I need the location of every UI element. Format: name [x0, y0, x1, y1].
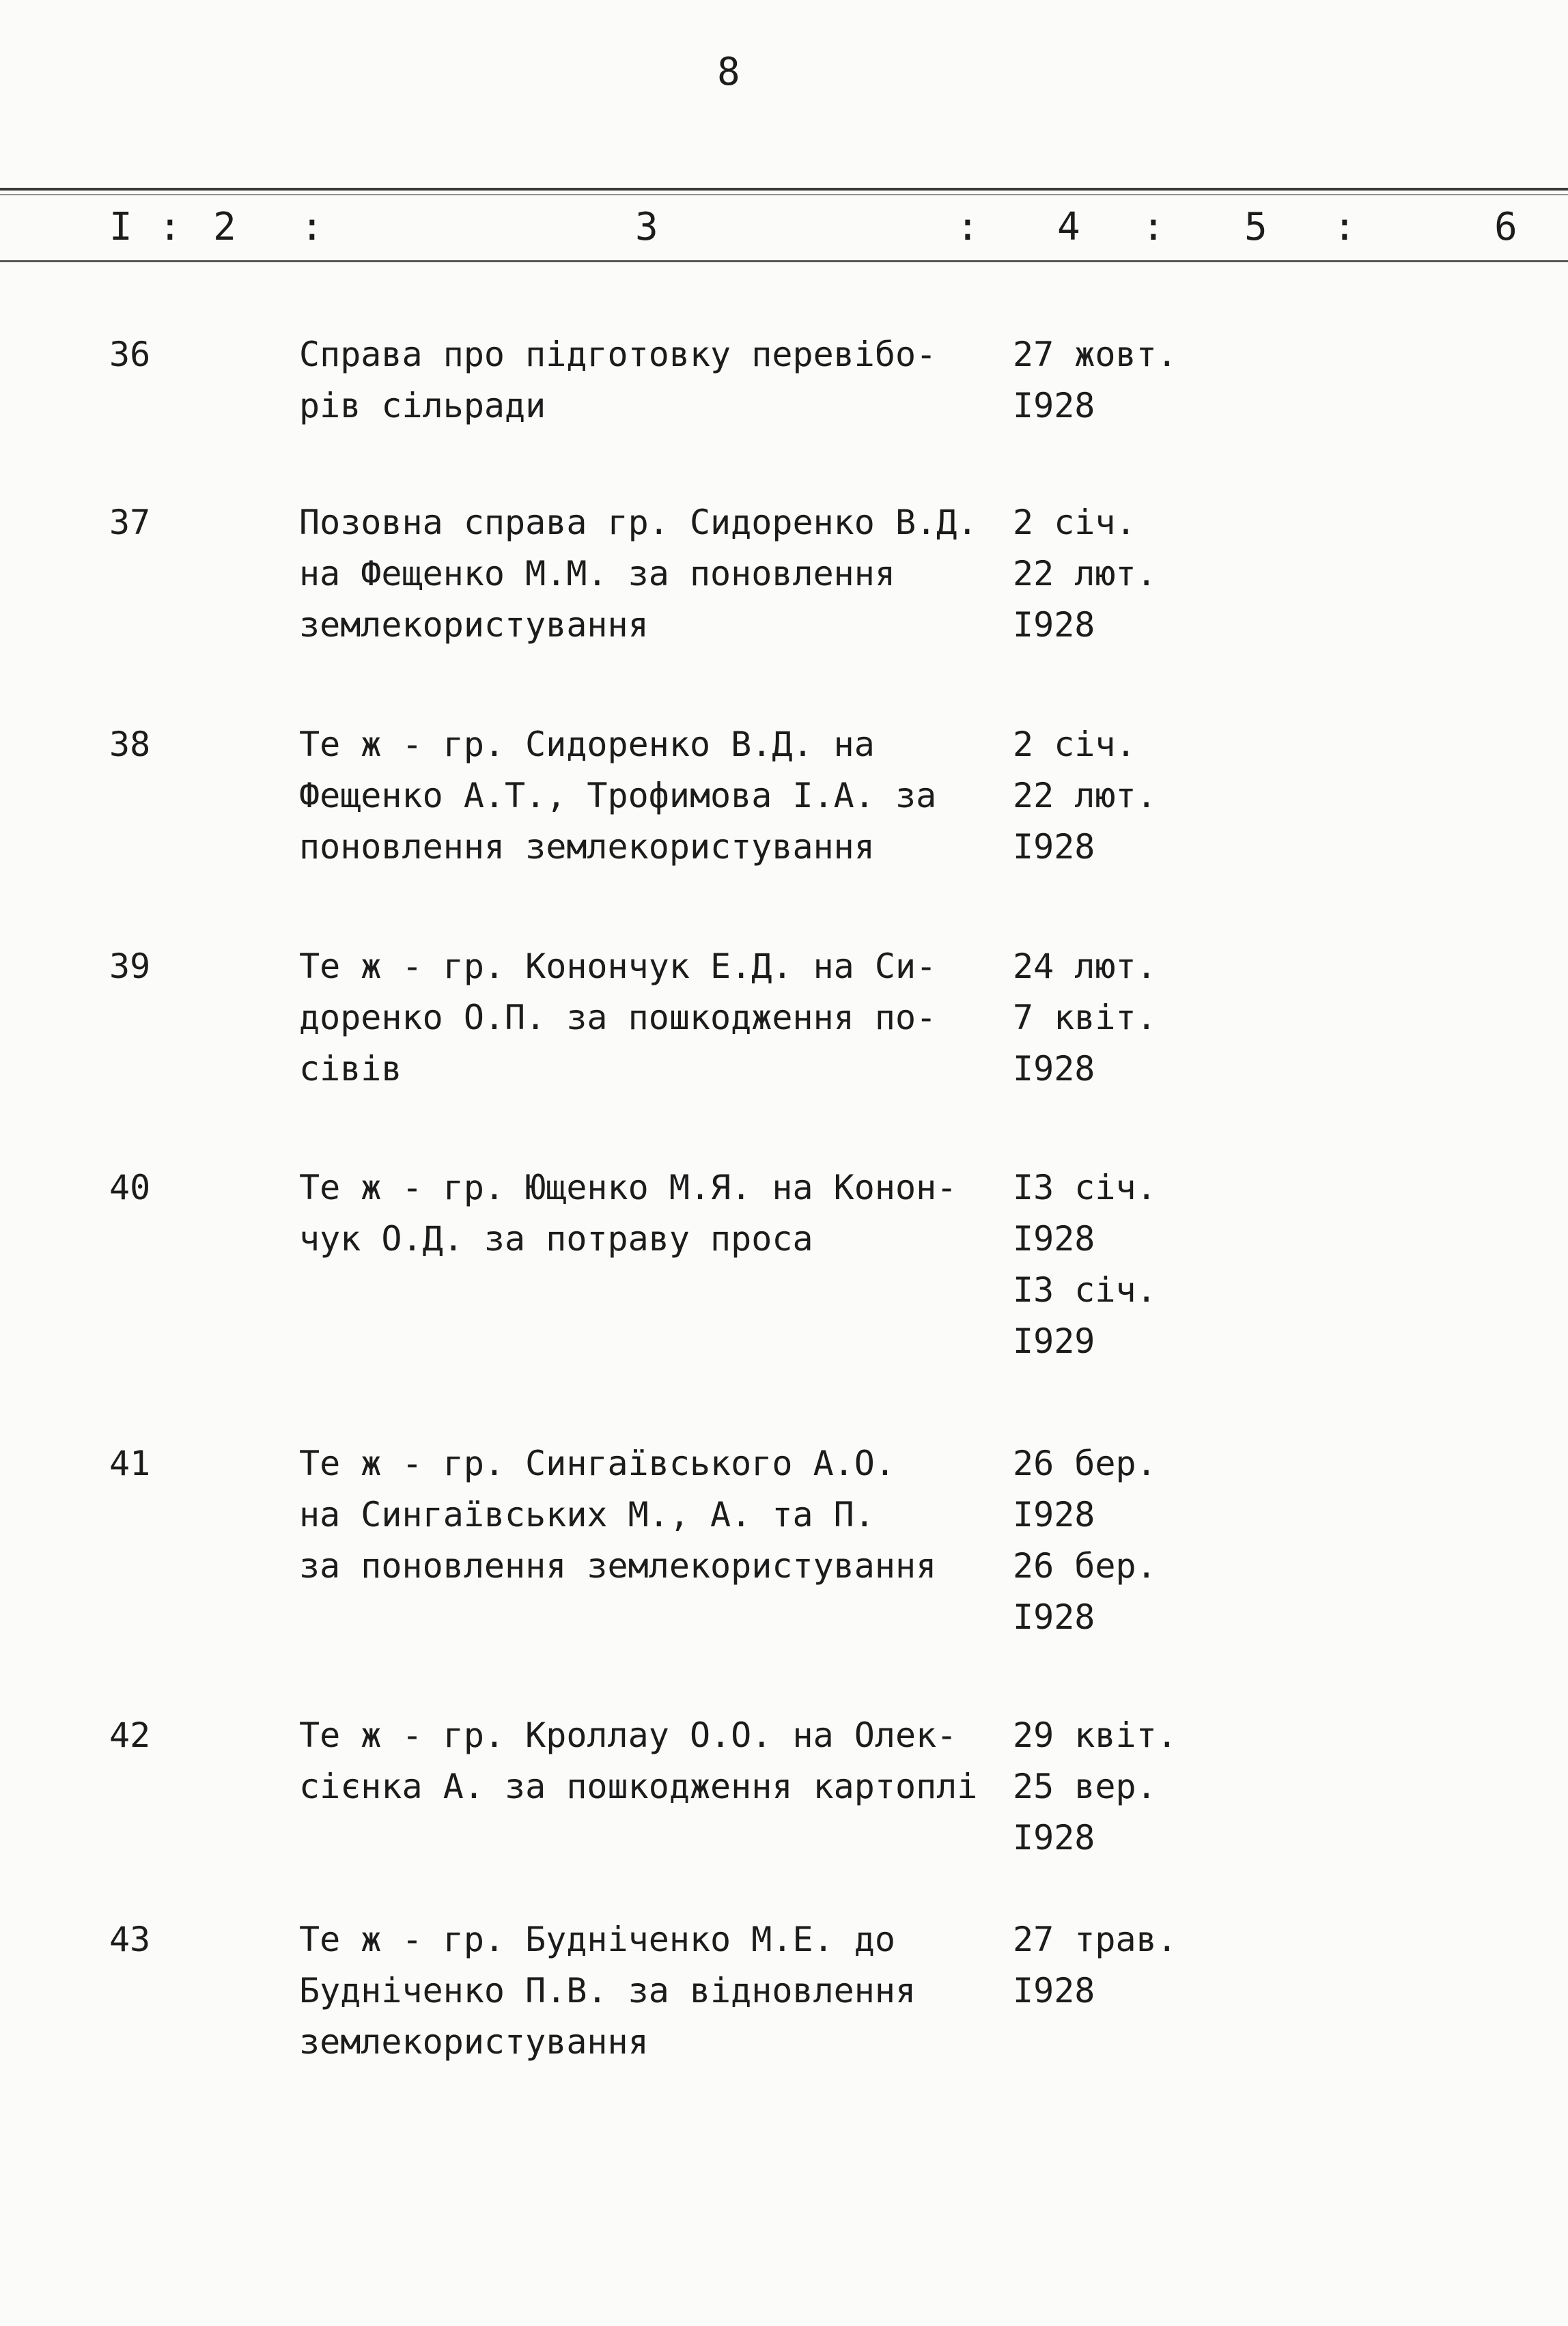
entry-date: I929 [1013, 1321, 1095, 1361]
entry-dates [1013, 1438, 1238, 1643]
header-col-1: I [109, 205, 132, 249]
entry-date: 24 лют. [1013, 947, 1157, 986]
entry-number: 38 [109, 725, 151, 764]
entry-date: I928 [1013, 827, 1095, 867]
header-separator: : [158, 205, 182, 249]
entry-date: I928 [1013, 386, 1095, 425]
entry-dates [1013, 1914, 1238, 2017]
header-col-5: 5 [1244, 205, 1268, 249]
entry-date: I928 [1013, 605, 1095, 645]
header-bottom-rule [0, 260, 1568, 262]
header-col-6: 6 [1494, 205, 1517, 249]
entry-dates [1013, 941, 1238, 1095]
entry-date: I928 [1013, 1495, 1095, 1535]
entry-date: 2 січ. [1013, 725, 1136, 764]
entry-date: 27 жовт. [1013, 335, 1177, 374]
entry-title: Те ж - гр. Будніченко М.Е. до Будніченко П.В. за відновлення землекористування [299, 1920, 916, 2062]
entry-date: I928 [1013, 1597, 1095, 1637]
entry-title: Те ж - гр. Конончук Е.Д. на Си- доренко О.П. за пошкодження по- сівів [299, 947, 937, 1089]
entry-title: Позовна справа гр. Сидоренко В.Д. на Фещенко М.М. за поновлення землекористування [299, 503, 978, 645]
entry-dates [1013, 329, 1238, 432]
header-separator: : [1333, 205, 1356, 249]
entry-date: I928 [1013, 1049, 1095, 1089]
entry-title: Справа про підготовку перевібо- рів сільради [299, 335, 937, 425]
header-col-4: 4 [1057, 205, 1080, 249]
entry-dates [1013, 1710, 1238, 1864]
entry-number: 40 [109, 1168, 151, 1207]
entry-title: Те ж - гр. Сидоренко В.Д. на Фещенко А.Т., Трофимова І.А. за поновлення землекористування [299, 725, 937, 867]
entry-date: 22 лют. [1013, 776, 1157, 815]
entry-date: I928 [1013, 1219, 1095, 1259]
header-separator: : [1142, 205, 1165, 249]
entry-date: I928 [1013, 1971, 1095, 2010]
entry-number: 43 [109, 1920, 151, 1959]
header-separator: : [956, 205, 979, 249]
entry-date: I3 січ. [1013, 1270, 1157, 1310]
entry-number: 39 [109, 947, 151, 986]
entry-date: I928 [1013, 1818, 1095, 1858]
entry-date: 26 бер. [1013, 1546, 1157, 1586]
entry-number: 37 [109, 503, 151, 542]
entry-date: 27 трав. [1013, 1920, 1177, 1959]
entry-title: Те ж - гр. Ющенко М.Я. на Конон- чук О.Д. за потраву проса [299, 1168, 957, 1259]
entry-title: Те ж - гр. Кроллау О.О. на Олек- сієнка А. за пошкодження картоплі [299, 1715, 978, 1806]
entry-date: 26 бер. [1013, 1444, 1157, 1483]
entry-dates [1013, 497, 1238, 651]
header-col-3: 3 [635, 205, 658, 249]
entry-date: 29 квіт. [1013, 1715, 1177, 1755]
header-col-2: 2 [213, 205, 236, 249]
entry-date: 2 січ. [1013, 503, 1136, 542]
header-top-rule [0, 188, 1568, 191]
entry-number: 42 [109, 1715, 151, 1755]
entry-dates [1013, 1162, 1238, 1367]
entry-date: I3 січ. [1013, 1168, 1157, 1207]
page-number: 8 [717, 50, 740, 94]
entry-date: 22 лют. [1013, 554, 1157, 593]
entry-date: 25 вер. [1013, 1767, 1157, 1806]
header-top-rule-secondary [0, 194, 1568, 195]
entry-number: 36 [109, 335, 151, 374]
entry-number: 41 [109, 1444, 151, 1483]
entry-dates [1013, 719, 1238, 873]
entry-date: 7 квіт. [1013, 998, 1157, 1037]
header-separator: : [300, 205, 324, 249]
entry-title: Те ж - гр. Сингаївського А.О. на Сингаївських М., А. та П. за поновлення землекористування [299, 1444, 937, 1586]
